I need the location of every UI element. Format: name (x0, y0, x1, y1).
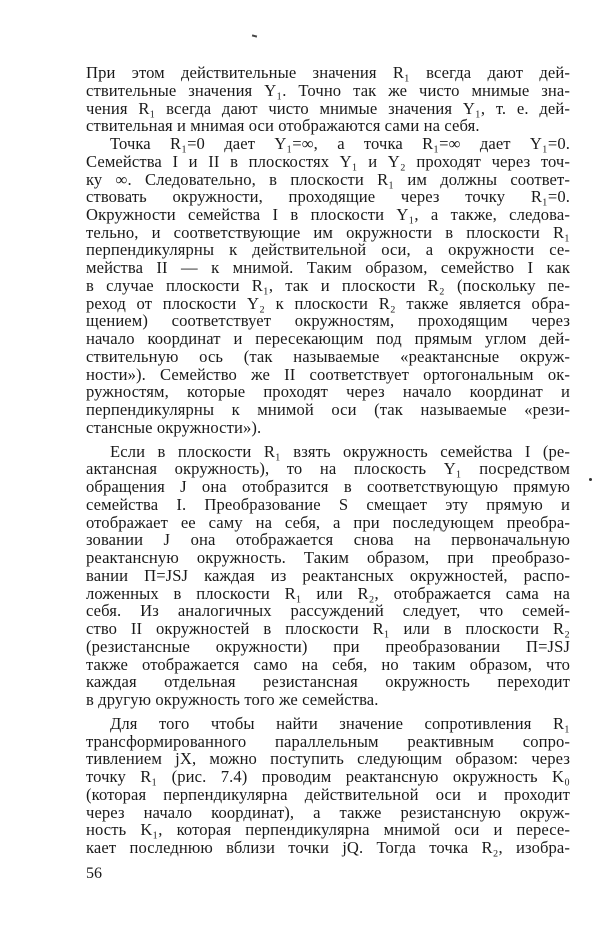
text-line: чения R₁ всегда дают чисто мнимые значения Y₁, т. е. дей- (86, 98, 570, 118)
text-line: себя. Из аналогичных рассуждений следует, что семей- (86, 601, 570, 621)
text-line: семейства I. Преобразование S смещает эту прямую и (86, 494, 570, 514)
text-line: мейства II — к мнимой. Таким образом, семейство I как (86, 258, 570, 278)
text-line: реактансную окружность. Таким образом, при преобразо- (86, 548, 570, 568)
text-line: ность K₁, которая перпендикулярна мнимой оси и пересе- (86, 820, 570, 840)
text-line: стансные окружности»). (86, 417, 262, 437)
text-line: Если в плоскости R₁ взять окружность семейства I (ре- (110, 441, 570, 461)
text-line: точку R₁ (рис. 7.4) проводим реактансную окружность K₀ (86, 767, 570, 786)
text-line: обращения J она отобразится в соответствующую прямую (86, 477, 570, 497)
text-line: ство II окружностей в плоскости R₁ или в плоскости R₂ (86, 619, 570, 639)
text-line: Окружности семейства I в плоскости Y₁, а также, следова- (86, 205, 570, 224)
text-line: Для того чтобы найти значение сопротивления R₁ (110, 713, 570, 733)
text-line: перпендикулярны к мнимой оси (так называемые «рези- (86, 400, 570, 420)
text-line: ку ∞. Следовательно, в плоскости R₁ им должны соответ- (86, 169, 570, 189)
text-line: актансная окружность), то на плоскость Y₁ посредством (86, 459, 570, 479)
print-mark (252, 34, 257, 37)
text-line: тивлением jX, можно поступить следующим образом: через (86, 749, 570, 769)
text-line: вании П=JSJ каждая из реактансных окружностей, распо- (86, 565, 570, 585)
text-line: также отображается само на себя, но таким образом, что (86, 654, 570, 674)
text-line: отображает ее саму на себя, а при последующем преобра- (86, 512, 570, 532)
text-line: ружностям, которые проходят через начало координат и (86, 382, 570, 402)
text-line: каждая отдельная резистансная окружность переходит (86, 672, 570, 692)
text-line: ствительную ось (так называемые «реактансные окруж- (86, 346, 570, 366)
text-line: в другую окружность того же семейства. (86, 690, 379, 709)
text-line: кает последнюю вблизи точки jQ. Тогда точка R₂, изобра- (86, 838, 570, 857)
text-line: При этом действительные значения R₁ всегда дают дей- (86, 63, 570, 82)
text-line: начало координат и пересекающим под прямым углом дей- (86, 329, 570, 349)
text-line: через начало координат), а также резистансную окруж- (86, 802, 570, 822)
text-line: в случае плоскости R₁, так и плоскости R₂ (поскольку пе- (86, 275, 570, 295)
text-line: реход от плоскости Y₂ к плоскости R₂ также является обра- (86, 293, 570, 313)
text-line: ствовать окружности, проходящие через точку R₁=0. (86, 187, 570, 207)
text-line: Семейства I и II в плоскостях Y₁ и Y₂ проходят через точ- (86, 151, 570, 171)
text-line: ности»). Семейство же II соответствует ортогональным ок- (86, 364, 570, 384)
text-line: перпендикулярны к действительной оси, а окружности се- (86, 240, 570, 260)
text-line: зовании J она отображается снова на первоначальную (86, 530, 570, 550)
page-number: 56 (86, 865, 102, 882)
text-line: (которая перпендикулярна действительной оси и проходит (86, 784, 570, 804)
text-line: щением) соответствует окружностям, проходящим через (86, 311, 570, 331)
text-line: Точка R₁=0 дает Y₁=∞, а точка R₁=∞ дает Y₁=0. (110, 134, 570, 153)
text-line: ствительные значения Y₁. Точно так же чисто мнимые зна- (86, 80, 570, 100)
text-line: тельно, и соответствующие им окружности в плоскости R₁ (86, 222, 570, 242)
text-line: (резистансные окружности) при преобразовании П=JSJ (86, 636, 570, 656)
text-line: ложенных в плоскости R₁ или R₂, отображается сама на (86, 583, 570, 603)
print-speck (589, 478, 592, 481)
text-line: ствительная и мнимая оси отображаются сами на себя. (86, 116, 480, 136)
text-line: трансформированного параллельным реактивным сопро- (86, 731, 570, 751)
